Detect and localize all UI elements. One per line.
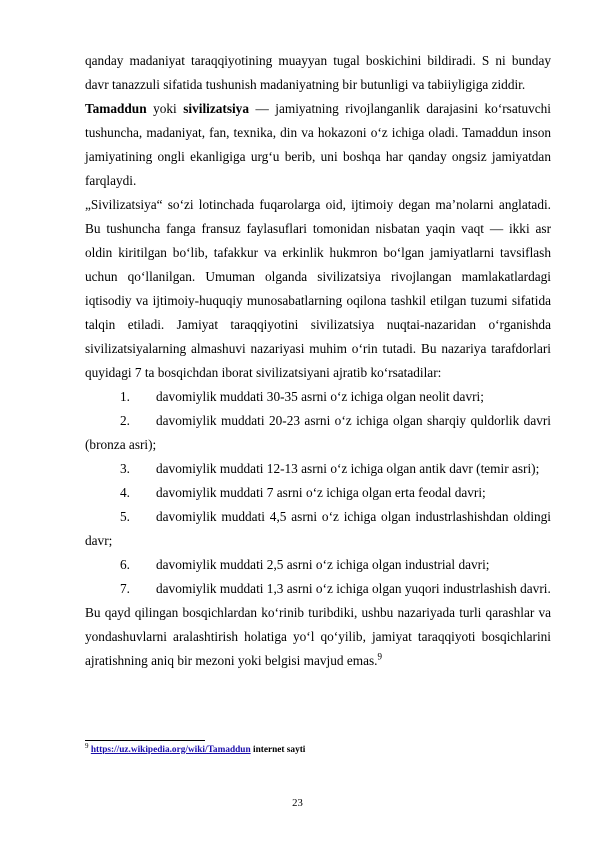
list-item-text: davomiylik muddati 2,5 asrni oʻz ichiga olgan industrial davri; [156, 557, 490, 572]
footnote-divider [85, 740, 205, 741]
paragraph-3: „Sivilizatsiya“ soʻzi lotinchada fuqarolarga oid, ijtimoiy degan maʼnolarni anglatadi. Bu tushuncha fanga fransuz faylasuflari tomonidan nisbatan yaqin vaqt — ikki asr oldin kiritilgan boʻlib, tafakkur va erkinlik hukmron boʻlgan jamiyatlarni tavsiflash uchun qoʻllanilgan. Umuman olganda sivilizatsiya rivojlangan mamlakatlardagi iqtisodiy va ijtimoiy-huquqiy munosabatlarning oqilona tashkil etilgan tuzumi sifatida talqin etiladi. Jamiyat taraqqiyotini sivilizatsiya nuqtai-nazaridan oʻrganishda sivilizatsiyalarning almashuvi nazariyasi muhim oʻrin tutadi. Bu nazariya tarafdorlari quyidagi 7 ta bosqichdan iborat sivilizatsiyani ajratib koʻrsatadilar: [85, 197, 551, 380]
list-item [85, 553, 551, 577]
list-item [85, 409, 551, 457]
list-item [85, 481, 551, 505]
list-item-text: davomiylik muddati 7 asrni oʻz ichiga olgan erta feodal davri; [156, 485, 486, 500]
paragraph-2-body: — jamiyatning rivojlanganlik darajasini koʻrsatuvchi tushuncha, madaniyat, fan, texnika, din va hokazoni oʻz ichiga oladi. Tamaddun inson jamiyatining ongli ekanligiga urgʻu berib, uni boshqa har qanday ongsiz jamiyatdan farqlaydi. [85, 101, 551, 188]
list-item-number: 6. [120, 557, 130, 572]
footnote-tail: internet sayti [250, 745, 306, 755]
list-item-text: davomiylik muddati 4,5 asrni oʻz ichiga olgan industrlashishdan oldingi davr; [85, 509, 551, 548]
list-item [85, 457, 551, 481]
footnote-link[interactable]: https://uz.wikipedia.org/wiki/Tamaddun [90, 745, 251, 755]
paragraph-2-connector: yoki [146, 101, 184, 116]
term-tamaddun: Tamaddun [85, 101, 147, 116]
list-item-number: 3. [120, 461, 130, 476]
stages-list [85, 385, 551, 601]
list-item-text: davomiylik muddati 30-35 asrni oʻz ichiga olgan neolit davri; [156, 389, 484, 404]
list-item [85, 505, 551, 553]
page-content [85, 49, 551, 673]
list-item [85, 577, 551, 601]
list-item-text: davomiylik muddati 20-23 asrni oʻz ichiga olgan sharqiy quldorlik davri (bronza asri); [85, 413, 551, 452]
paragraph-conclusion [85, 601, 551, 673]
list-item-number: 7. [120, 581, 130, 596]
paragraph-2 [85, 97, 551, 193]
list-item-number: 4. [120, 485, 130, 500]
footnote [85, 741, 306, 756]
list-item-number: 2. [120, 413, 130, 428]
term-sivilizatsiya: sivilizatsiya [183, 101, 249, 116]
footnote-mark: 9 [85, 741, 89, 750]
page-number: 23 [292, 797, 303, 809]
paragraph-conclusion-text: Bu qayd qilingan bosqichlardan koʻrinib turibdiki, ushbu nazariyada turli qarashlar va yondashuvlarni aralashtirish holatiga yoʻl qoʻyilib, jamiyat taraqqiyoti bosqichlarini ajratishning aniq bir mezoni yoki belgisi mavjud emas. [85, 605, 551, 668]
list-item-number: 1. [120, 389, 130, 404]
footnote-reference[interactable]: 9 [377, 651, 382, 662]
list-item [85, 385, 551, 409]
list-item-text: davomiylik muddati 12-13 asrni oʻz ichiga olgan antik davr (temir asri); [156, 461, 540, 476]
list-item-number: 5. [120, 509, 130, 524]
list-item-text: davomiylik muddati 1,3 asrni oʻz ichiga olgan yuqori industrlashish davri. [156, 581, 551, 596]
paragraph-1: qanday madaniyat taraqqiyotining muayyan tugal boskichini bildiradi. S ni bunday davr tanazzuli sifatida tushunish madaniyatning bir butunligi va tabiiyligiga ziddir. [85, 53, 551, 92]
